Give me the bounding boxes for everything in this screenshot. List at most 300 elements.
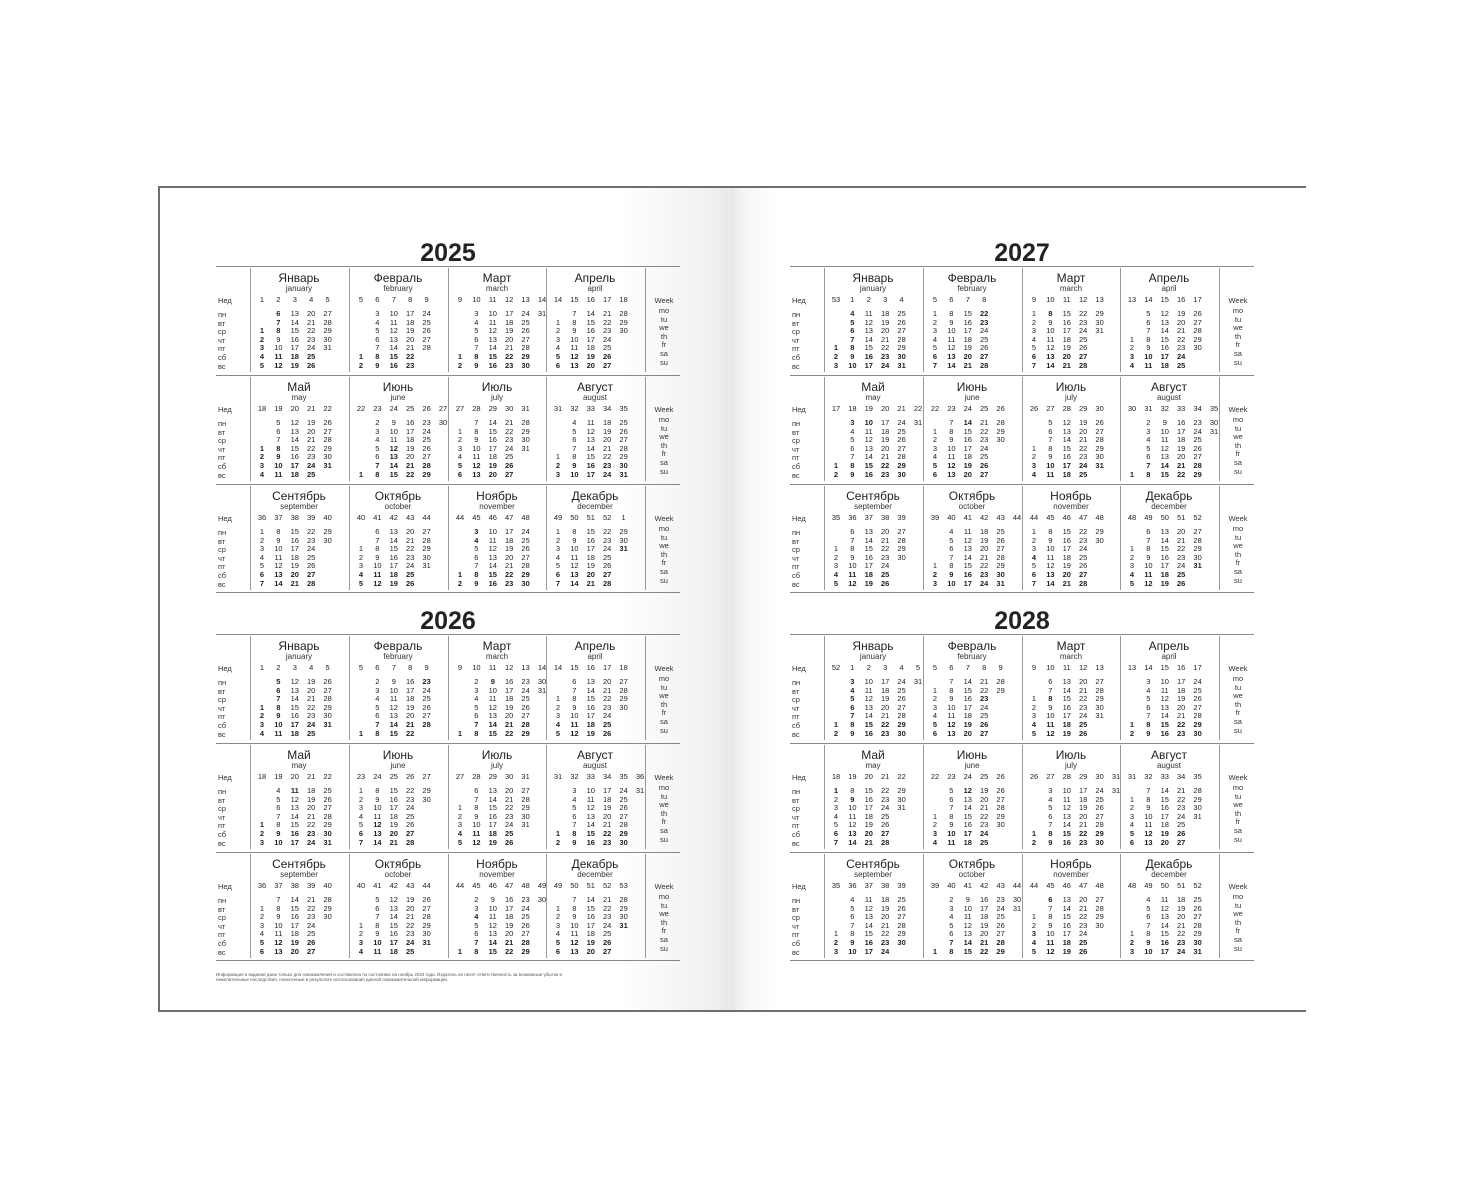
day-cell: 16 [505, 677, 514, 686]
day-cell: 27 [1079, 352, 1088, 361]
day-cell: 28 [422, 912, 431, 922]
day-cell: 16 [1062, 920, 1071, 930]
day-cell: 26 [1193, 903, 1202, 913]
day-cell: 18 [881, 685, 890, 695]
day-cell: 24 [406, 561, 415, 571]
month-name-en: april [587, 284, 603, 293]
day-cell: 13 [1062, 895, 1071, 904]
month-name-en: may [291, 761, 307, 770]
day-cell: 20 [963, 469, 972, 479]
day-cell: 7 [375, 343, 380, 353]
day-cell: 7 [572, 309, 577, 318]
month-name-en: march [1059, 284, 1083, 293]
day-cell: 16 [290, 829, 299, 838]
day-cell: 26 [603, 728, 612, 738]
day-cell: 12 [1144, 829, 1153, 838]
month-name-en: december [577, 870, 613, 879]
week-number: 43 [406, 881, 415, 890]
day-cell: 25 [619, 418, 628, 427]
day-cell: 6 [259, 946, 265, 956]
weekday-label-en: we [1233, 541, 1243, 551]
day-cell: 9 [1048, 702, 1053, 712]
week-number: 44 [1012, 513, 1022, 522]
week-number: 35 [1209, 404, 1219, 413]
day-cell: 22 [505, 426, 514, 436]
week-number: 52 [603, 881, 612, 890]
week-number-label: Нед [792, 514, 806, 523]
day-cell: 11 [570, 343, 579, 353]
day-cell: 12 [586, 426, 595, 436]
day-cell: 27 [1193, 912, 1202, 922]
day-cell: 3 [1031, 711, 1037, 721]
day-cell: 11 [274, 352, 283, 361]
month-name: Октябрь [948, 489, 996, 503]
month-november [448, 852, 546, 961]
weekday-label: чт [792, 335, 800, 345]
day-cell: 17 [586, 469, 595, 479]
day-cell: 6 [1048, 895, 1053, 904]
day-cell: 23 [881, 938, 890, 947]
day-cell: 6 [358, 829, 364, 838]
day-cell: 10 [274, 343, 283, 353]
day-cell: 6 [1146, 452, 1151, 462]
day-cell: 6 [932, 352, 938, 361]
month-name: Ноябрь [1050, 489, 1092, 503]
day-cell: 8 [1048, 912, 1053, 922]
day-cell: 3 [1031, 544, 1037, 554]
day-cell: 10 [488, 903, 497, 913]
day-cell: 6 [850, 702, 855, 712]
day-cell: 12 [1046, 343, 1055, 353]
day-cell: 19 [389, 578, 398, 588]
day-cell: 27 [603, 946, 612, 956]
day-cell: 25 [1177, 820, 1186, 830]
month-name-en: july [1064, 761, 1077, 770]
day-cell: 24 [1177, 352, 1186, 361]
month-name-en: september [280, 502, 318, 511]
week-number: 17 [603, 295, 612, 304]
day-cell: 20 [1062, 570, 1071, 579]
day-cell: 2 [949, 895, 954, 904]
day-cell: 17 [1062, 711, 1071, 721]
week-number: 5 [358, 663, 364, 672]
day-cell: 2 [932, 820, 938, 830]
week-number: 46 [1062, 513, 1071, 522]
day-cell: 10 [488, 527, 497, 536]
day-cell: 13 [389, 452, 398, 462]
day-cell: 29 [996, 946, 1005, 956]
weekday-label-en: fr [1235, 708, 1241, 718]
day-cell: 19 [1160, 578, 1169, 588]
day-cell: 15 [488, 728, 497, 738]
day-cell: 13 [488, 929, 497, 939]
week-number: 10 [472, 295, 481, 304]
day-cell: 24 [1079, 326, 1088, 336]
day-cell: 28 [1095, 820, 1104, 830]
day-cell: 6 [375, 711, 380, 721]
week-number: 3 [883, 295, 888, 304]
day-cell: 17 [864, 803, 873, 813]
day-cell: 17 [586, 711, 595, 721]
weekday-label-en: sa [1234, 826, 1242, 835]
month-july [448, 375, 546, 484]
weekday-label-en: th [1234, 331, 1242, 341]
day-cell: 25 [1079, 720, 1088, 729]
day-cell: 5 [1129, 578, 1135, 588]
day-cell: 30 [1193, 552, 1202, 562]
day-cell: 10 [570, 711, 579, 721]
day-cell: 22 [1079, 443, 1088, 453]
day-cell: 25 [307, 552, 316, 562]
day-cell: 3 [375, 426, 380, 436]
day-cell: 25 [1193, 895, 1202, 904]
day-cell: 15 [864, 786, 873, 795]
day-cell: 15 [1062, 912, 1071, 922]
day-cell: 10 [472, 443, 481, 453]
day-cell: 2 [457, 578, 463, 588]
day-cell: 11 [570, 929, 579, 939]
day-cell: 26 [422, 895, 431, 904]
week-number: 22 [356, 404, 366, 413]
day-cell: 27 [980, 469, 989, 479]
day-cell: 31 [537, 309, 547, 318]
day-cell: 4 [1031, 720, 1037, 729]
day-cell: 2 [1129, 343, 1135, 353]
weekday-label-en: we [659, 323, 669, 333]
day-cell: 29 [521, 570, 530, 579]
day-cell: 20 [864, 829, 873, 838]
day-cell: 5 [375, 326, 380, 336]
day-cell: 17 [389, 938, 398, 947]
day-cell: 5 [375, 702, 380, 712]
month-june [923, 743, 1021, 852]
weekday-label-en: tu [1234, 791, 1242, 801]
day-cell: 29 [619, 317, 628, 327]
day-cell: 26 [521, 702, 530, 712]
day-cell: 2 [1031, 920, 1037, 930]
day-cell: 18 [389, 811, 398, 821]
week-number: 6 [375, 295, 380, 304]
year-title: 2027 [994, 239, 1050, 267]
day-cell: 28 [619, 820, 628, 830]
day-cell: 27 [1079, 570, 1088, 579]
day-cell: 13 [864, 912, 873, 922]
day-cell: 12 [1160, 694, 1169, 704]
week-number: 24 [389, 404, 398, 413]
day-cell: 6 [375, 452, 380, 462]
weekday-label: вт [792, 795, 800, 805]
month-name: Июль [1055, 380, 1087, 394]
week-number: 22 [323, 404, 332, 413]
day-cell: 21 [963, 360, 972, 370]
month-march [448, 634, 546, 743]
day-cell: 26 [897, 435, 906, 445]
day-cell: 15 [864, 343, 873, 353]
day-cell: 7 [1146, 461, 1151, 470]
day-cell: 2 [1129, 728, 1135, 738]
day-cell: 18 [1062, 720, 1071, 729]
week-number: 14 [553, 663, 563, 672]
day-cell: 24 [1177, 811, 1186, 821]
day-cell: 4 [555, 552, 561, 562]
day-cell: 5 [1048, 803, 1053, 813]
month-name-en: may [865, 393, 881, 402]
day-cell: 25 [980, 711, 989, 721]
month-name-en: december [1151, 870, 1187, 879]
day-cell: 17 [864, 561, 873, 571]
day-cell: 15 [488, 352, 497, 361]
week-number: 47 [505, 881, 514, 890]
day-cell: 15 [1160, 929, 1169, 939]
day-cell: 18 [1062, 938, 1071, 947]
day-cell: 18 [586, 929, 595, 939]
day-cell: 28 [307, 578, 316, 588]
day-cell: 24 [603, 920, 612, 930]
day-cell: 28 [521, 561, 530, 571]
month-name-en: february [957, 284, 987, 293]
day-cell: 26 [422, 443, 431, 453]
right-page [734, 188, 1306, 1010]
weekday-label: пт [218, 712, 226, 722]
day-cell: 21 [980, 677, 989, 686]
day-cell: 22 [307, 702, 316, 712]
weekday-label-en: mo [1232, 674, 1244, 683]
week-number: 24 [373, 772, 382, 781]
day-cell: 31 [619, 469, 628, 479]
month-name-en: august [582, 393, 608, 402]
day-cell: 26 [603, 938, 612, 947]
day-cell: 30 [996, 570, 1005, 579]
week-number: 7 [391, 663, 396, 672]
day-cell: 11 [1160, 895, 1169, 904]
day-cell: 22 [505, 728, 514, 738]
day-cell: 27 [996, 929, 1005, 939]
week-number: 43 [406, 513, 415, 522]
column-divider [1219, 854, 1220, 958]
day-cell: 25 [505, 452, 514, 462]
day-cell: 10 [848, 561, 857, 571]
week-number: 44 [455, 881, 465, 890]
day-cell: 3 [457, 820, 463, 830]
month-name: Июнь [382, 380, 414, 394]
day-cell: 2 [932, 694, 938, 704]
day-cell: 31 [1095, 326, 1104, 336]
week-number: 31 [553, 404, 563, 413]
day-cell: 1 [1031, 309, 1037, 318]
day-cell: 30 [1095, 920, 1104, 930]
day-cell: 19 [881, 435, 890, 445]
day-cell: 19 [881, 903, 890, 913]
day-cell: 24 [1177, 946, 1186, 956]
day-cell: 14 [290, 694, 299, 704]
day-cell: 1 [1031, 443, 1037, 453]
day-cell: 25 [422, 317, 431, 327]
week-number: 25 [980, 404, 989, 413]
day-cell: 5 [1146, 903, 1151, 913]
day-cell: 13 [963, 794, 972, 804]
weekday-label-en: sa [1234, 717, 1242, 726]
day-cell: 10 [373, 938, 382, 947]
day-cell: 27 [1177, 837, 1186, 847]
weekday-label-en: fr [661, 926, 667, 936]
day-cell: 10 [488, 309, 497, 318]
day-cell: 13 [1062, 426, 1071, 436]
day-cell: 4 [474, 694, 479, 704]
day-cell: 2 [555, 535, 561, 545]
day-cell: 17 [1062, 326, 1071, 336]
day-cell: 7 [375, 535, 380, 545]
day-cell: 31 [913, 418, 923, 427]
day-cell: 21 [505, 418, 514, 427]
month-name-en: september [854, 502, 892, 511]
day-cell: 29 [619, 903, 628, 913]
day-cell: 5 [474, 920, 479, 930]
day-cell: 19 [1177, 309, 1186, 318]
day-cell: 9 [375, 929, 380, 939]
day-cell: 24 [521, 903, 530, 913]
day-cell: 4 [555, 720, 561, 729]
week-number: 50 [570, 513, 579, 522]
week-number: 33 [586, 772, 595, 781]
month-name: Январь [278, 271, 320, 285]
day-cell: 18 [603, 794, 612, 804]
month-name: Октябрь [374, 489, 422, 503]
month-july [1022, 743, 1120, 852]
week-number: 51 [1177, 881, 1186, 890]
day-cell: 27 [323, 685, 332, 695]
day-cell: 14 [963, 803, 972, 813]
day-cell: 3 [474, 527, 479, 536]
day-cell: 8 [949, 685, 954, 695]
day-cell: 5 [1048, 418, 1053, 427]
week-number: 37 [274, 881, 283, 890]
day-cell: 27 [897, 443, 906, 453]
day-cell: 1 [259, 820, 265, 830]
day-cell: 26 [619, 426, 628, 436]
day-cell: 26 [897, 694, 906, 704]
day-cell: 5 [1031, 728, 1037, 738]
day-cell: 15 [389, 786, 398, 795]
weekday-label-en: mo [1232, 524, 1244, 533]
week-number: 9 [998, 663, 1003, 672]
day-cell: 28 [1193, 535, 1202, 545]
day-cell: 10 [947, 578, 956, 588]
day-cell: 3 [474, 685, 479, 695]
day-cell: 29 [1193, 720, 1202, 729]
day-cell: 27 [323, 426, 332, 436]
day-cell: 20 [1177, 527, 1186, 536]
month-february [923, 634, 1021, 743]
day-cell: 21 [1177, 786, 1186, 795]
day-cell: 21 [1062, 360, 1071, 370]
day-cell: 13 [1062, 677, 1071, 686]
month-october [349, 484, 447, 593]
week-number: 20 [864, 772, 873, 781]
day-cell: 30 [619, 535, 628, 545]
day-cell: 16 [1062, 702, 1071, 712]
week-number-label-en: Week [654, 664, 674, 673]
day-cell: 8 [1048, 694, 1053, 704]
day-cell: 11 [1160, 685, 1169, 695]
weekday-label-en: sa [1234, 567, 1242, 576]
day-cell: 28 [422, 720, 431, 729]
day-cell: 20 [406, 903, 415, 913]
day-cell: 19 [881, 317, 890, 327]
week-number: 16 [1177, 295, 1186, 304]
week-number: 45 [472, 881, 481, 890]
week-number: 48 [521, 513, 530, 522]
day-cell: 9 [949, 694, 954, 704]
day-cell: 31 [897, 803, 906, 813]
day-cell: 2 [1031, 317, 1037, 327]
day-cell: 6 [1146, 912, 1151, 922]
month-name-en: december [1151, 502, 1187, 511]
day-cell: 7 [375, 461, 380, 470]
day-cell: 23 [422, 418, 431, 427]
week-number: 51 [1177, 513, 1186, 522]
day-cell: 17 [864, 360, 873, 370]
weekday-label: пт [218, 930, 226, 940]
day-cell: 14 [290, 317, 299, 327]
day-cell: 4 [474, 535, 479, 545]
day-cell: 21 [307, 895, 316, 904]
month-august [1120, 375, 1218, 484]
day-cell: 4 [358, 811, 364, 821]
month-name-en: february [383, 284, 413, 293]
day-cell: 29 [422, 786, 431, 795]
week-number: 20 [881, 404, 890, 413]
day-cell: 8 [949, 946, 954, 956]
day-cell: 6 [1146, 702, 1151, 712]
day-cell: 24 [422, 426, 431, 436]
day-cell: 12 [1062, 803, 1071, 813]
day-cell: 2 [1129, 938, 1135, 947]
day-cell: 11 [373, 570, 382, 579]
day-cell: 23 [603, 461, 612, 470]
day-cell: 19 [1062, 561, 1071, 571]
day-cell: 29 [323, 903, 332, 913]
weekday-label-en: we [659, 432, 669, 442]
month-november [1022, 852, 1120, 961]
week-number: 1 [259, 663, 265, 672]
day-cell: 15 [1160, 334, 1169, 344]
week-number: 18 [831, 772, 841, 781]
day-cell: 19 [864, 578, 873, 588]
weekday-label-en: sa [660, 567, 668, 576]
day-cell: 7 [1048, 435, 1053, 445]
column-divider [645, 377, 646, 481]
day-cell: 22 [603, 694, 612, 704]
week-number: 26 [406, 772, 415, 781]
day-cell: 10 [373, 561, 382, 571]
day-cell: 4 [850, 895, 855, 904]
day-cell: 4 [555, 343, 561, 353]
week-number: 19 [848, 772, 857, 781]
week-number-label-en: Week [1228, 514, 1248, 523]
week-number: 31 [521, 404, 530, 413]
day-cell: 10 [389, 309, 398, 318]
day-cell: 3 [949, 903, 954, 913]
weekday-label: вт [218, 686, 226, 696]
month-name: Декабрь [1145, 489, 1193, 503]
day-cell: 19 [963, 461, 972, 470]
day-cell: 3 [555, 469, 561, 479]
week-number: 27 [438, 404, 448, 413]
week-number: 23 [947, 772, 956, 781]
day-cell: 26 [996, 535, 1005, 545]
day-cell: 1 [1129, 720, 1135, 729]
day-cell: 26 [1079, 946, 1088, 956]
